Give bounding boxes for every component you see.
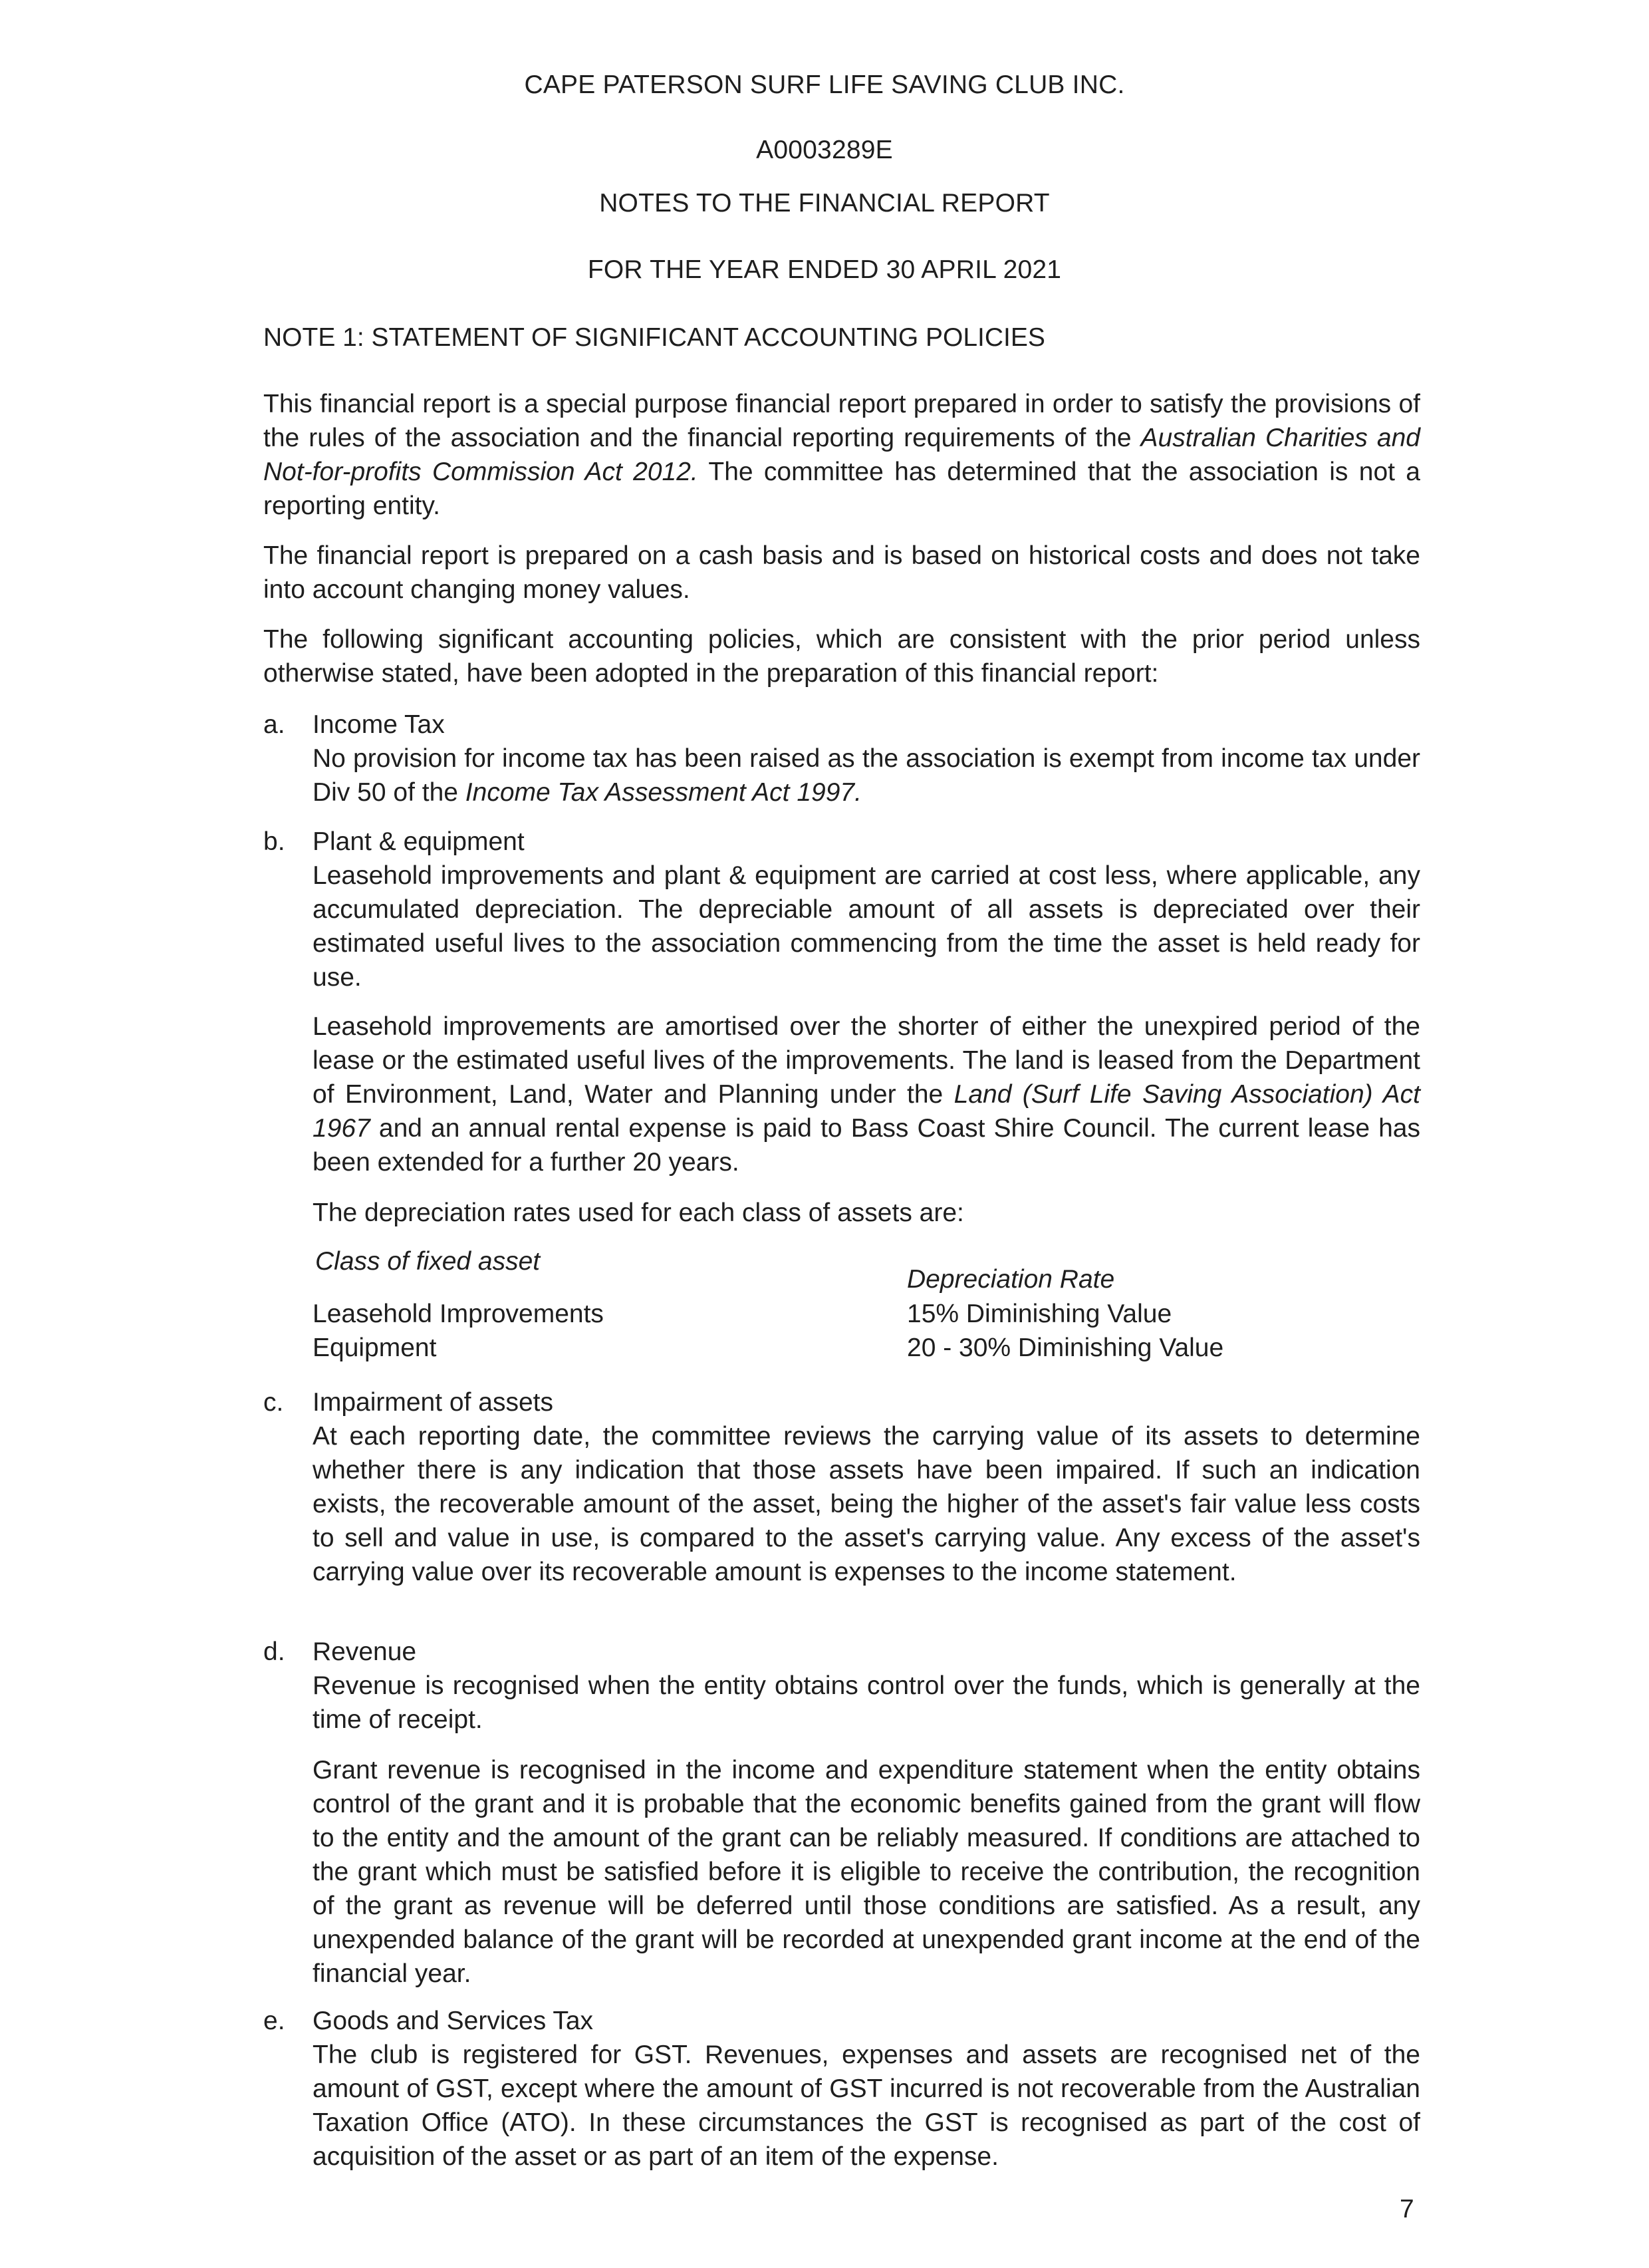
- item-b-heading: Plant & equipment: [313, 827, 525, 856]
- report-period: FOR THE YEAR ENDED 30 APRIL 2021: [587, 255, 1062, 284]
- item-d-heading: Revenue: [313, 1637, 417, 1666]
- item-d-letter: d.: [263, 1637, 285, 1666]
- item-b-letter: b.: [263, 827, 285, 856]
- land-act-reference: Land (Surf Life Saving Association) Act 1967: [313, 1080, 1420, 1143]
- column-header-rate: Depreciation Rate: [907, 1265, 1115, 1294]
- item-b-paragraph-1: Leasehold improvements and plant & equipment are carried at cost less, where applicable, any accumulated depreciation. The depreciable amount of all assets is depreciated over their estimated useful lives to the association commencing from the time the asset is held ready for use.: [313, 861, 1420, 992]
- intro-paragraph-2: The financial report is prepared on a cash basis and is based on historical costs and does not take into account changing money values.: [263, 541, 1420, 604]
- intro-paragraph-1: This financial report is a special purpose financial report prepared in order to satisfy the provisions of the rules of the association and the financial reporting requirements of the Australian Charities and Not-for-profits Commission Act 2012. The committee has determined that the association is not a reporting entity.: [263, 390, 1420, 520]
- acnc-act-reference: Australian Charities and Not-for-profits Commission Act 2012.: [263, 424, 1420, 486]
- item-e-text: The club is registered for GST. Revenues, expenses and assets are recognised net of the amount of GST, except where the amount of GST incurred is not recoverable from the Australian Taxation Office (ATO). In these circumstances the GST is recognised as part of the cost of acquisition of the asset or as part of an item of the expense.: [313, 2041, 1420, 2171]
- item-b-paragraph-2: Leasehold improvements are amortised over the shorter of either the unexpired period of the lease or the estimated useful lives of the improvements. The land is leased from the Department of Environment, Land, Water and Planning under the Land (Surf Life Saving Association) Act 1967 and an annual rental expense is paid to Bass Coast Shire Council. The current lease has been extended for a further 20 years.: [313, 1012, 1420, 1177]
- table-row-rate: 20 - 30% Diminishing Value: [907, 1334, 1224, 1362]
- table-row-asset: Equipment: [313, 1334, 437, 1362]
- item-c-text: At each reporting date, the committee reviews the carrying value of its assets to determine whether there is any indication that those assets have been impaired. If such an indication exists, the recoverable amount of the asset, being the higher of the asset's fair value less costs to sell and value in use, is compared to the asset's carrying value. Any excess of the asset's carrying value over its recoverable amount is expenses to the income statement.: [313, 1422, 1420, 1586]
- item-e-heading: Goods and Services Tax: [313, 2007, 594, 2035]
- depreciation-rates-intro: The depreciation rates used for each class of assets are:: [313, 1199, 964, 1227]
- item-c-letter: c.: [263, 1388, 284, 1417]
- item-d-paragraph-1: Revenue is recognised when the entity obtains control over the funds, which is generally at the time of receipt.: [313, 1671, 1420, 1734]
- note-1-title: NOTE 1: STATEMENT OF SIGNIFICANT ACCOUNTING POLICIES: [263, 323, 1045, 352]
- org-name: CAPE PATERSON SURF LIFE SAVING CLUB INC.: [524, 71, 1125, 99]
- table-row-asset: Leasehold Improvements: [313, 1300, 604, 1328]
- item-c-heading: Impairment of assets: [313, 1388, 553, 1417]
- item-d-paragraph-2: Grant revenue is recognised in the income and expenditure statement when the entity obtains control of the grant and it is probable that the economic benefits gained from the grant will flow to the entity and the amount of the grant can be reliably measured. If conditions are attached to the grant which must be satisfied before it is eligible to receive the contribution, the recognition of the grant as revenue will be deferred until those conditions are satisfied. As a result, any unexpended balance of the grant will be recorded at unexpended grant income at the end of the financial year.: [313, 1756, 1420, 1988]
- page-number: 7: [1400, 2195, 1414, 2223]
- item-a-text: No provision for income tax has been raised as the association is exempt from income tax under Div 50 of the Income Tax Assessment Act 1997.: [313, 744, 1420, 807]
- income-tax-act-reference: Income Tax Assessment Act 1997.: [465, 778, 862, 807]
- table-row-rate: 15% Diminishing Value: [907, 1300, 1172, 1328]
- registration-number: A0003289E: [756, 136, 893, 164]
- item-a-letter: a.: [263, 710, 285, 739]
- item-a-heading: Income Tax: [313, 710, 445, 739]
- item-e-letter: e.: [263, 2007, 285, 2035]
- report-title: NOTES TO THE FINANCIAL REPORT: [599, 189, 1050, 217]
- column-header-class: Class of fixed asset: [315, 1247, 541, 1276]
- intro-paragraph-3: The following significant accounting policies, which are consistent with the prior period unless otherwise stated, have been adopted in the preparation of this financial report:: [263, 625, 1420, 688]
